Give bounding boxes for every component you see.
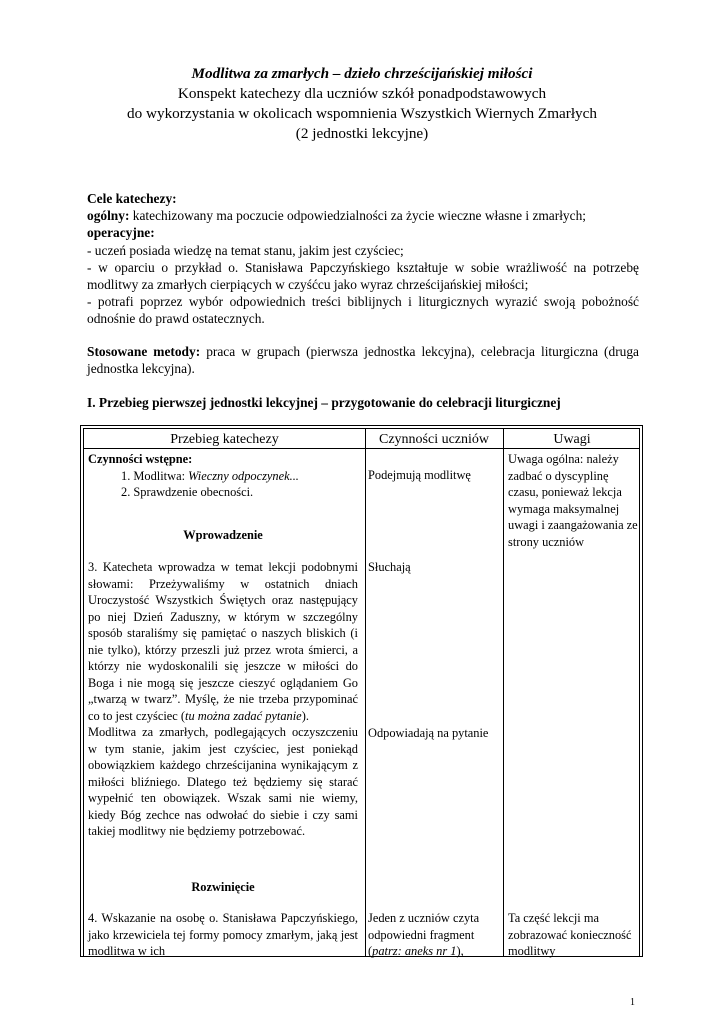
lesson-table <box>80 425 643 957</box>
intro-activities <box>88 451 358 501</box>
prayer-title: Wieczny odpoczynek... <box>188 468 299 483</box>
lesson-units: (2 jednostki lekcyjne) <box>295 125 429 142</box>
general-goal-text: katechizowany ma poczucie odpowiedzialności za życie wieczne własne i zmarłych; <box>129 208 586 224</box>
goals-heading: Cele katechezy: <box>87 191 177 206</box>
item-3-para1 <box>88 559 358 724</box>
methods-text: praca w grupach (pierwsza jednostka lekcyjna), celebracja liturgiczna (druga jednostka lekcyjna). <box>87 344 639 377</box>
item-3-para2: Modlitwa za zmarłych, podlegających oczyszczeniu w tym stanie, jakim jest czyściec, jest poniekąd obowiązkiem każdego chrześcijanina wynikającym z miłości bliźniego. Dlatego też będziemy się starać wypełnić ten obowiązek. Wszak sami nie wiemy, kiedy Bóg zechce nas odwołać do siebie i czy sami takiej modlitwy nie będziemy potrzebować. <box>88 725 358 838</box>
students-prayer: Podejmują modlitwę <box>368 468 471 482</box>
general-note: Uwaga ogólna: należy zadbać o dyscyplinę czasu, ponieważ lekcja wymaga maksymalnej uwagi i zaangażowania ze strony uczniów <box>508 452 638 549</box>
operational-goal-item: - w oparciu o przykład o. Stanisława Papczyńskiego kształtuje w sobie wrażliwość na potrzebę modlitwy za zmarłych cierpiących w czyśćcu jako wyraz chrześcijańskiej miłości; <box>87 259 639 293</box>
section-heading: I. Przebieg pierwszej jednostki lekcyjnej – przygotowanie do celebracji liturgicznej <box>87 395 561 410</box>
page-number: 1 <box>630 997 635 1008</box>
item-3-end: ). <box>301 708 309 723</box>
students-listen: Słuchają <box>368 560 411 574</box>
item-4: 4. Wskazanie na osobę o. Stanisława Papczyńskiego, jako krzewiciela tej formy pomocy zmarłym, jaką jest modlitwa w ich <box>88 911 358 958</box>
document-subtitle: Konspekt katechezy dla uczniów szkół ponadpodstawowych <box>177 85 547 102</box>
item-3-question-note: tu można zadać pytanie <box>185 708 302 723</box>
students-read-text: Jeden z uczniów czyta odpowiedni fragment ( <box>368 911 480 958</box>
students-read-end: ), <box>456 944 464 958</box>
students-read <box>368 910 506 960</box>
prayer-item-prefix: 1. Modlitwa: <box>121 468 189 483</box>
general-goal-label: ogólny: <box>87 208 130 224</box>
operational-goal-item: - potrafi poprzez wybór odpowiednich treści biblijnych i liturgicznych wyrazić swoją pobożność odnośnie do prawd ostatecznych. <box>87 294 639 327</box>
column-divider <box>503 429 504 956</box>
document-title: Modlitwa za zmarłych – dzieło chrześcijańskiej miłości <box>191 65 533 82</box>
header-przebieg: Przebieg katechezy <box>170 432 279 447</box>
annex-reference: patrz: aneks nr 1 <box>372 944 457 958</box>
operational-goals-label: operacyjne: <box>87 225 155 241</box>
general-goal <box>87 207 639 224</box>
methods-label: Stosowane metody: <box>87 344 201 359</box>
lesson-table-inner <box>83 428 640 956</box>
prayer-item <box>88 468 358 485</box>
item-3-text: 3. Katecheta wprowadza w temat lekcji podobnymi słowami: Przeżywaliśmy w ostatnich dniach Uroczystość Wszystkich Świętych oraz następujący po niej Dzień Zaduszny, w którym w szczególny sposób staraliśmy się pamiętać o naszych bliskich (i nie tylko), którzy przeszli już przez wrota śmierci, a którzy nie wydoskonalili się jeszcze w miłości do Boga i nie mogą się jeszcze cieszyć oglądaniem Go „twarzą w twarz”. Myślę, że nie trzeba przypominać co to jest czyściec ( <box>88 560 358 723</box>
development-heading: Rozwinięcie <box>191 880 255 894</box>
students-answer: Odpowiadają na pytanie <box>368 726 489 740</box>
document-subtitle-line: do wykorzystania w okolicach wspomnienia Wszystkich Wiernych Zmarłych <box>127 105 597 122</box>
intro-activities-label: Czynności wstępne: <box>88 452 193 466</box>
goals-section <box>87 190 639 328</box>
methods-section <box>87 343 639 377</box>
introduction-heading: Wprowadzenie <box>183 528 263 542</box>
development-note: Ta część lekcji ma zobrazować konieczność modlitwy <box>508 911 632 958</box>
column-divider <box>365 429 366 956</box>
title-block <box>80 64 644 144</box>
header-czynnosci: Czynności uczniów <box>378 432 490 447</box>
attendance-item: 2. Sprawdzenie obecności. <box>121 485 254 499</box>
item-3 <box>88 559 358 840</box>
operational-goal-item: - uczeń posiada wiedzę na temat stanu, jakim jest czyściec; <box>87 242 404 258</box>
header-uwagi: Uwagi <box>553 432 591 447</box>
